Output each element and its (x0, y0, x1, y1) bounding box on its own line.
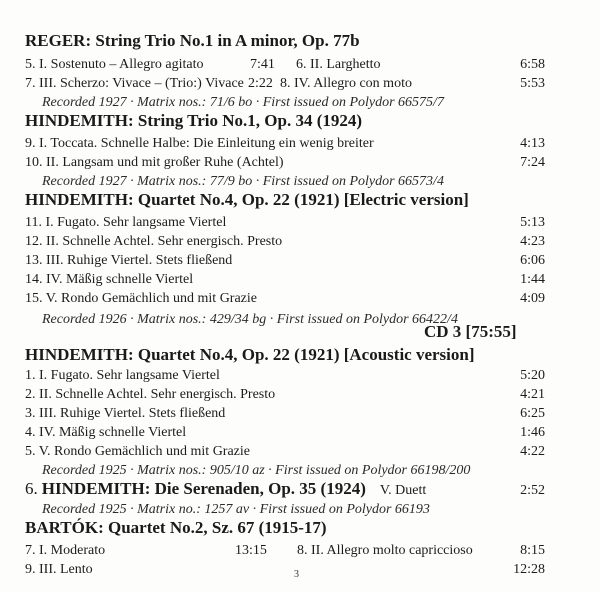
recording-info: Recorded 1927 · Matrix nos.: 71/6 bo · First issued on Polydor 66575/7 (42, 95, 444, 110)
track-title: 3. III. Ruhige Viertel. Stets fließend (25, 406, 226, 421)
track-duration: 2:52 (520, 483, 545, 498)
track-row (25, 560, 545, 579)
cd-label: CD 3 [75:55] (424, 322, 517, 341)
track-row (25, 74, 545, 93)
track-duration: 7:41 (250, 57, 275, 72)
track-duration: 6:25 (520, 406, 545, 421)
track-title: 8. IV. Allegro con moto (280, 76, 412, 91)
track-title: 9. III. Lento (25, 562, 93, 577)
track-title: V. Duett (379, 483, 427, 498)
track-duration: 4:13 (520, 136, 545, 151)
track-title: 1. I. Fugato. Sehr langsame Viertel (25, 368, 220, 383)
track-row (25, 55, 545, 74)
track-row (25, 404, 545, 423)
track-title: 8. II. Allegro molto capriccioso (297, 543, 473, 558)
track-title: 12. II. Schnelle Achtel. Sehr energisch. Presto (25, 234, 283, 249)
page-number: 3 (294, 569, 299, 580)
recording-info: Recorded 1925 · Matrix no.: 1257 av · First issued on Polydor 66193 (42, 502, 430, 517)
track-title: 7. III. Scherzo: Vivace – (Trio:) Vivace (25, 76, 244, 91)
track-duration: 5:53 (520, 76, 545, 91)
recording-info: Recorded 1927 · Matrix nos.: 77/9 bo · First issued on Polydor 66573/4 (42, 174, 444, 189)
track-row (25, 423, 545, 442)
track-duration: 4:22 (520, 444, 545, 459)
work-heading: HINDEMITH: String Trio No.1, Op. 34 (1924) (25, 111, 363, 130)
track-duration: 13:15 (235, 543, 267, 558)
track-title: 2. II. Schnelle Achtel. Sehr energisch. Presto (25, 387, 276, 402)
track-title: 14. IV. Mäßig schnelle Viertel (25, 272, 194, 287)
track-duration: 1:44 (520, 272, 545, 287)
track-title: 4. IV. Mäßig schnelle Viertel (25, 425, 187, 440)
track-duration: 12:28 (513, 562, 545, 577)
track-duration: 4:21 (520, 387, 545, 402)
track-duration: 2:22 (248, 76, 273, 91)
work-heading: HINDEMITH: Quartet No.4, Op. 22 (1921) [Electric version] (25, 190, 469, 209)
track-row (25, 442, 545, 461)
track-row (25, 289, 545, 308)
track-row (25, 385, 545, 404)
track-duration: 8:15 (520, 543, 545, 558)
work-heading: BARTÓK: Quartet No.2, Sz. 67 (1915-17) (25, 518, 327, 537)
track-title: 7. I. Moderato (25, 543, 106, 558)
track-title: 13. III. Ruhige Viertel. Stets fließend (25, 253, 233, 268)
track-title: 5. V. Rondo Gemächlich und mit Grazie (25, 444, 250, 459)
track-duration: 1:46 (520, 425, 545, 440)
track-duration: 6:58 (520, 57, 545, 72)
track-duration: 4:23 (520, 234, 545, 249)
track-duration: 6:06 (520, 253, 545, 268)
track-duration: 5:20 (520, 368, 545, 383)
track-title: 10. II. Langsam und mit großer Ruhe (Achtel) (25, 155, 284, 170)
recording-info: Recorded 1925 · Matrix nos.: 905/10 az · First issued on Polydor 66198/200 (42, 463, 471, 478)
track-row (25, 153, 545, 172)
track-row (25, 541, 545, 560)
track-title: 11. I. Fugato. Sehr langsame Viertel (25, 215, 227, 230)
track-row (25, 232, 545, 251)
track-row (25, 134, 545, 153)
track-row (25, 479, 545, 500)
work-heading: REGER: String Trio No.1 in A minor, Op. 77b (25, 31, 360, 50)
track-title: 9. I. Toccata. Schnelle Halbe: Die Einleitung ein wenig breiter (25, 136, 374, 151)
track-title: 5. I. Sostenuto – Allegro agitato (25, 57, 204, 72)
track-duration: 4:09 (520, 291, 545, 306)
work-heading: HINDEMITH: Die Serenaden, Op. 35 (1924) (41, 479, 366, 498)
track-title: 6. II. Larghetto (296, 57, 381, 72)
track-row (25, 270, 545, 289)
track-row (25, 251, 545, 270)
work-heading: HINDEMITH: Quartet No.4, Op. 22 (1921) [Acoustic version] (25, 345, 475, 364)
track-title: 15. V. Rondo Gemächlich und mit Grazie (25, 291, 257, 306)
recording-info: Recorded 1926 · Matrix nos.: 429/34 bg · First issued on Polydor 66422/4 (42, 312, 458, 327)
track-number: 6. (25, 479, 38, 498)
track-row (25, 366, 545, 385)
track-duration: 7:24 (520, 155, 545, 170)
track-duration: 5:13 (520, 215, 545, 230)
track-row (25, 213, 545, 232)
